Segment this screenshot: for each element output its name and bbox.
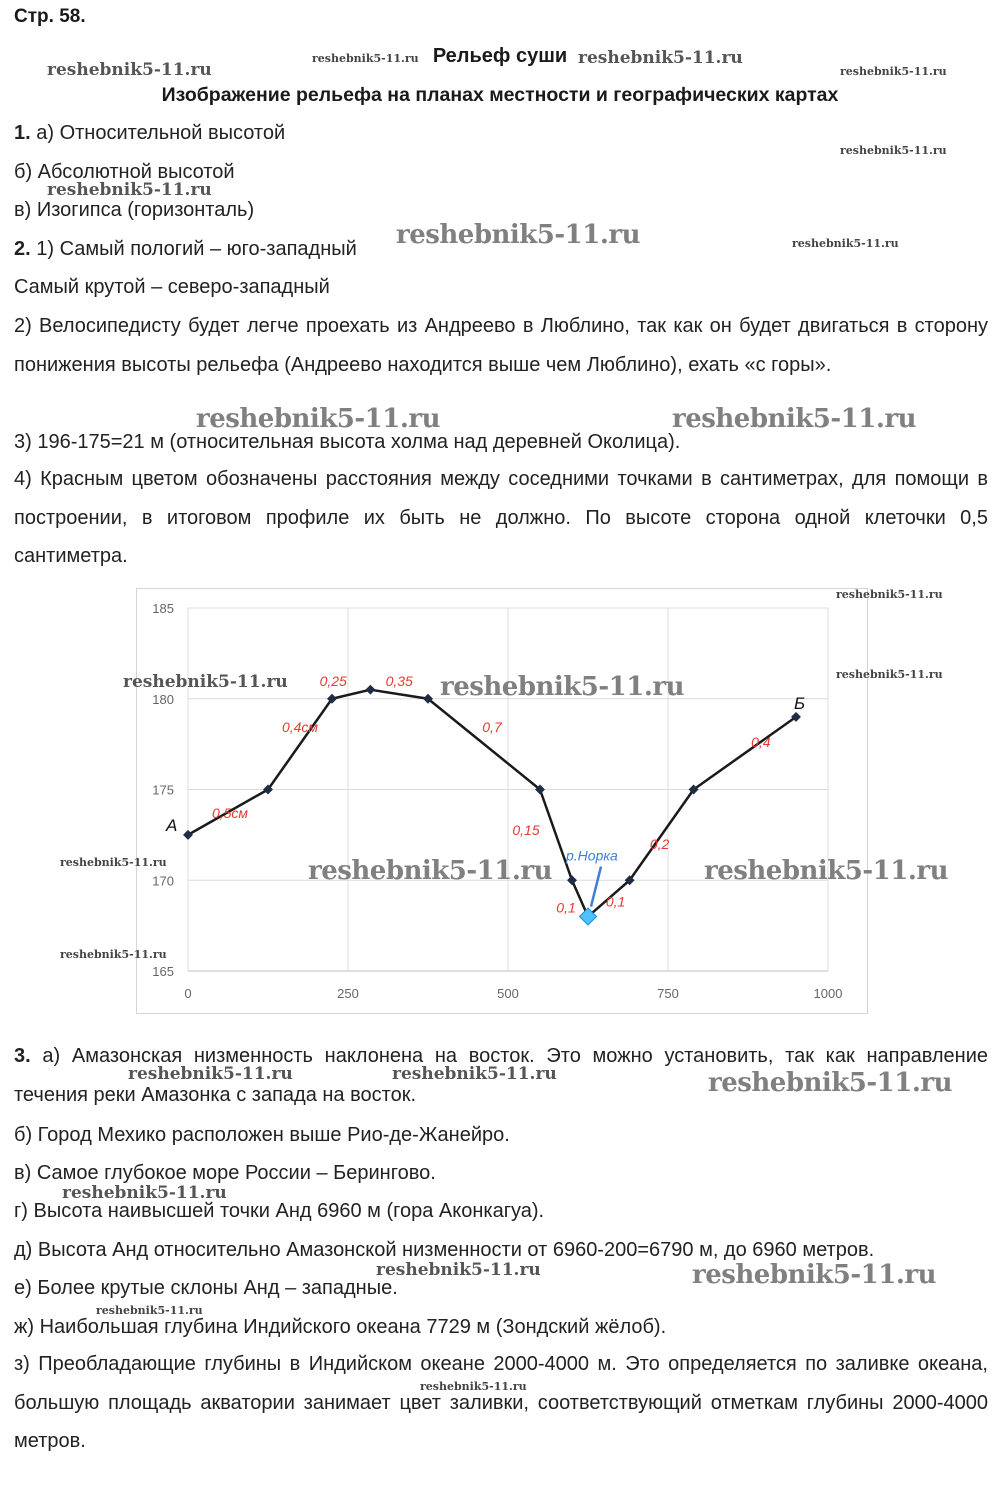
watermark: reshebnik5-11.ru bbox=[123, 672, 288, 692]
answer-2-1b: Самый крутой – северо-западный bbox=[14, 276, 330, 298]
segment-distance-label: 0,1 bbox=[556, 899, 576, 916]
y-tick-label: 165 bbox=[152, 964, 174, 979]
point-label-b: Б bbox=[794, 693, 806, 713]
answer-1b: б) Абсолютной высотой bbox=[14, 161, 235, 183]
watermark: reshebnik5-11.ru bbox=[60, 948, 167, 961]
watermark: reshebnik5-11.ru bbox=[392, 1064, 557, 1084]
watermark: reshebnik5-11.ru bbox=[708, 1068, 953, 1098]
watermark: reshebnik5-11.ru bbox=[692, 1260, 937, 1290]
answer-3f: е) Более крутые склоны Анд – западные. bbox=[14, 1277, 398, 1299]
watermark: reshebnik5-11.ru bbox=[47, 180, 212, 200]
watermark: reshebnik5-11.ru bbox=[672, 404, 917, 434]
answer-1c: в) Изогипса (горизонталь) bbox=[14, 199, 255, 221]
watermark: reshebnik5-11.ru bbox=[376, 1260, 541, 1280]
answer-text: 1) Самый пологий – юго-западный bbox=[30, 238, 357, 260]
point-label-a: А bbox=[166, 815, 178, 835]
segment-distance-label: 0,2 bbox=[649, 835, 670, 852]
watermark: reshebnik5-11.ru bbox=[836, 668, 943, 681]
segment-distance-label: 0,7 bbox=[482, 719, 502, 736]
x-tick-label: 1000 bbox=[813, 986, 843, 1001]
answer-3e: д) Высота Анд относительно Амазонской низменности от 6960-200=6790 м, до 6960 метров. bbox=[14, 1239, 875, 1261]
watermark: reshebnik5-11.ru bbox=[47, 60, 212, 80]
watermark: reshebnik5-11.ru bbox=[196, 404, 441, 434]
segment-distance-label: 0,1 bbox=[605, 893, 626, 910]
page-number: Стр. 58. bbox=[14, 6, 86, 27]
answer-3h: з) Преобладающие глубины в Индийском океане 2000-4000 м. Это определяется по заливке океана, большую площадь акватории занимает цвет заливки, соответствующий отметкам глубины 2000-4000 метров. bbox=[14, 1353, 988, 1452]
answer-text: а) Относительной высотой bbox=[30, 122, 286, 144]
segment-distance-label: 0,5см bbox=[211, 805, 249, 822]
answer-3g: ж) Наибольшая глубина Индийского океана 7729 м (Зондский жёлоб). bbox=[14, 1316, 667, 1338]
watermark: reshebnik5-11.ru bbox=[792, 237, 899, 250]
watermark: reshebnik5-11.ru bbox=[836, 588, 943, 601]
watermark: reshebnik5-11.ru bbox=[396, 220, 641, 250]
segment-distance-label: 0,15 bbox=[512, 821, 540, 838]
segment-distance-label: 0,35 bbox=[385, 673, 413, 690]
x-tick-label: 750 bbox=[657, 986, 679, 1001]
answer-1a bbox=[14, 121, 285, 145]
answer-3c: в) Самое глубокое море России – Берингово. bbox=[14, 1162, 436, 1184]
y-tick-label: 175 bbox=[152, 782, 174, 798]
relief-profile-chart bbox=[136, 588, 868, 1014]
question-number: 1. bbox=[14, 122, 31, 144]
watermark: reshebnik5-11.ru bbox=[60, 856, 167, 869]
question-number: 3. bbox=[14, 1045, 31, 1067]
watermark: reshebnik5-11.ru bbox=[578, 48, 743, 68]
x-tick-label: 0 bbox=[184, 986, 192, 1001]
answer-2-4: 4) Красным цветом обозначены расстояния между соседними точками в сантиметрах, для помощи в построении, в итоговом профиле их быть не должно. По высоте сторона одной клеточки 0,5 сантиметра. bbox=[14, 468, 988, 567]
answer-2-1 bbox=[14, 237, 357, 261]
segment-distance-label: 0,4 bbox=[751, 734, 771, 751]
page-title: Рельеф суши bbox=[432, 45, 568, 67]
answer-2-2: 2) Велосипедисту будет легче проехать из Андреево в Люблино, так как он будет двигаться в сторону понижения высоты рельефа (Андреево находится выше чем Люблино), ехать «с горы». bbox=[14, 315, 988, 376]
answer-text: а) Амазонская низменность наклонена на восток. Это можно установить, так как направление течения реки Амазонка с запада на восток. bbox=[14, 1045, 988, 1106]
segment-distance-label: 0,25 bbox=[319, 673, 347, 690]
watermark: reshebnik5-11.ru bbox=[440, 672, 685, 702]
watermark: reshebnik5-11.ru bbox=[704, 856, 949, 886]
segment-distance-label: 0,4см bbox=[281, 719, 319, 736]
watermark: reshebnik5-11.ru bbox=[128, 1064, 293, 1084]
watermark: reshebnik5-11.ru bbox=[420, 1380, 527, 1393]
y-tick-label: 170 bbox=[152, 873, 174, 889]
watermark: reshebnik5-11.ru bbox=[840, 65, 947, 78]
question-number: 2. bbox=[14, 238, 31, 260]
watermark: reshebnik5-11.ru bbox=[840, 144, 947, 157]
watermark: reshebnik5-11.ru bbox=[62, 1183, 227, 1203]
answer-3d: г) Высота наивысшей точки Анд 6960 м (гора Аконкагуа). bbox=[14, 1200, 545, 1222]
watermark: reshebnik5-11.ru bbox=[96, 1304, 203, 1317]
answer-3b: б) Город Мехико расположен выше Рио-де-Жанейро. bbox=[14, 1124, 510, 1146]
answer-2-3: 3) 196-175=21 м (относительная высота холма над деревней Околица). bbox=[14, 431, 681, 453]
x-tick-label: 250 bbox=[337, 986, 359, 1001]
x-tick-label: 500 bbox=[497, 986, 519, 1001]
page-subtitle: Изображение рельефа на планах местности и географических картах bbox=[161, 84, 839, 106]
river-label: р.Норка bbox=[566, 847, 618, 864]
watermark: reshebnik5-11.ru bbox=[312, 52, 419, 65]
y-tick-label: 185 bbox=[152, 601, 174, 616]
watermark: reshebnik5-11.ru bbox=[308, 856, 553, 886]
y-tick-label: 180 bbox=[152, 691, 174, 707]
